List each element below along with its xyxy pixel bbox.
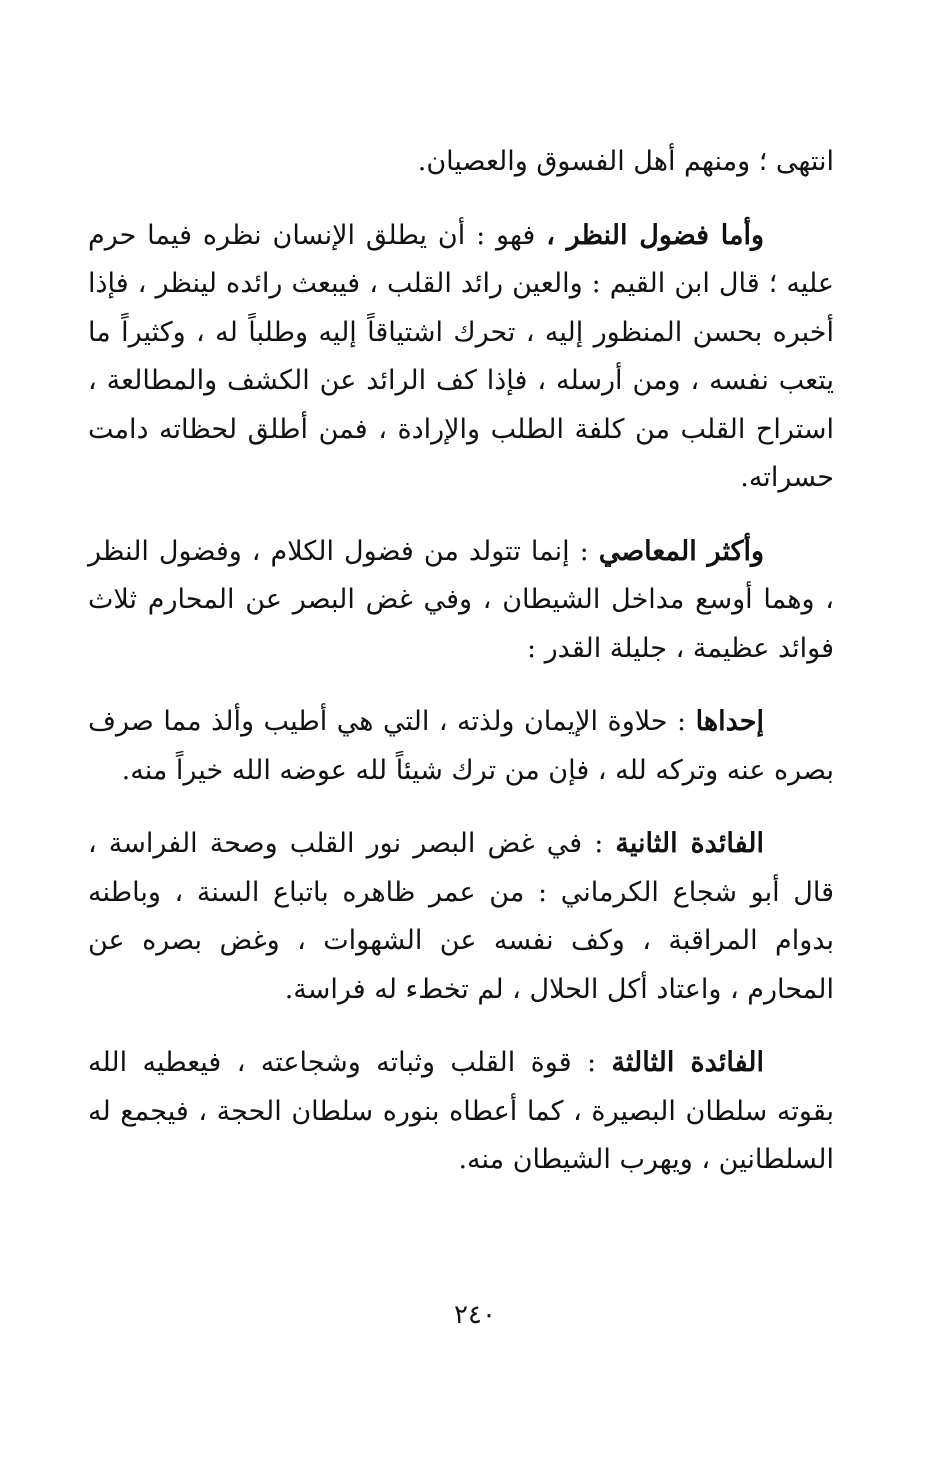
paragraph-lead: إحداها xyxy=(695,706,764,737)
paragraph-text: انتهى ؛ ومنهم أهل الفسوق والعصيان. xyxy=(417,146,834,177)
paragraph-text: فهو : أن يطلق الإنسان نظره فيما حرم عليه ؛ قال ابن القيم : والعين رائد القلب ، فيبعث رائده لينظر ، فإذا أخبره بحسن المنظور إليه ، تحرك اشتياقاً إليه وطلباً له ، وكثيراً ما يتعب نفسه ، ومن أرسله ، فإذا كف الرائد عن الكشف والمطالعة ، استراح القلب من كلفة الطلب والإرادة ، فمن أطلق لحظاته دامت حسراته. xyxy=(88,219,834,493)
paragraph-text: : قوة القلب وثباته وشجاعته ، فيعطيه الله بقوته سلطان البصيرة ، كما أعطاه بنوره سلطان الحجة ، فيجمع له السلطانين ، ويهرب الشيطان منه. xyxy=(88,1047,834,1175)
paragraph-lead: الفائدة الثانية xyxy=(615,828,764,859)
paragraph-intro-end xyxy=(88,138,834,187)
paragraph-benefit-three xyxy=(88,1039,834,1185)
paragraph-excess-looking xyxy=(88,212,834,503)
paragraph-text: : إنما تتولد من فضول الكلام ، وفضول النظر ، وهما أوسع مداخل الشيطان ، وفي غض البصر عن المحارم ثلاث فوائد عظيمة ، جليلة القدر : xyxy=(88,535,834,664)
paragraph-lead: الفائدة الثالثة xyxy=(611,1047,764,1078)
paragraph-most-sins xyxy=(88,528,834,674)
page-number: ٢٤٠ xyxy=(454,1300,496,1330)
paragraph-benefit-one xyxy=(88,698,834,795)
paragraph-text: : حلاوة الإيمان ولذته ، التي هي أطيب وألذ مما صرف بصره عنه وتركه لله ، فإن من ترك شيئاً لله عوضه الله خيراً منه. xyxy=(88,706,834,786)
paragraph-lead: وأما فضول النظر ، xyxy=(546,219,764,251)
paragraph-lead: وأكثر المعاصي xyxy=(598,535,764,567)
page-body xyxy=(88,138,834,1210)
paragraph-text: : في غض البصر نور القلب وصحة الفراسة ، قال أبو شجاع الكرماني : من عمر ظاهره باتباع السنة ، وباطنه بدوام المراقبة ، وكف نفسه عن الشهوات ، وغض بصره عن المحارم ، واعتاد أكل الحلال ، لم تخطء له فراسة. xyxy=(88,828,834,1005)
paragraph-benefit-two xyxy=(88,820,834,1014)
